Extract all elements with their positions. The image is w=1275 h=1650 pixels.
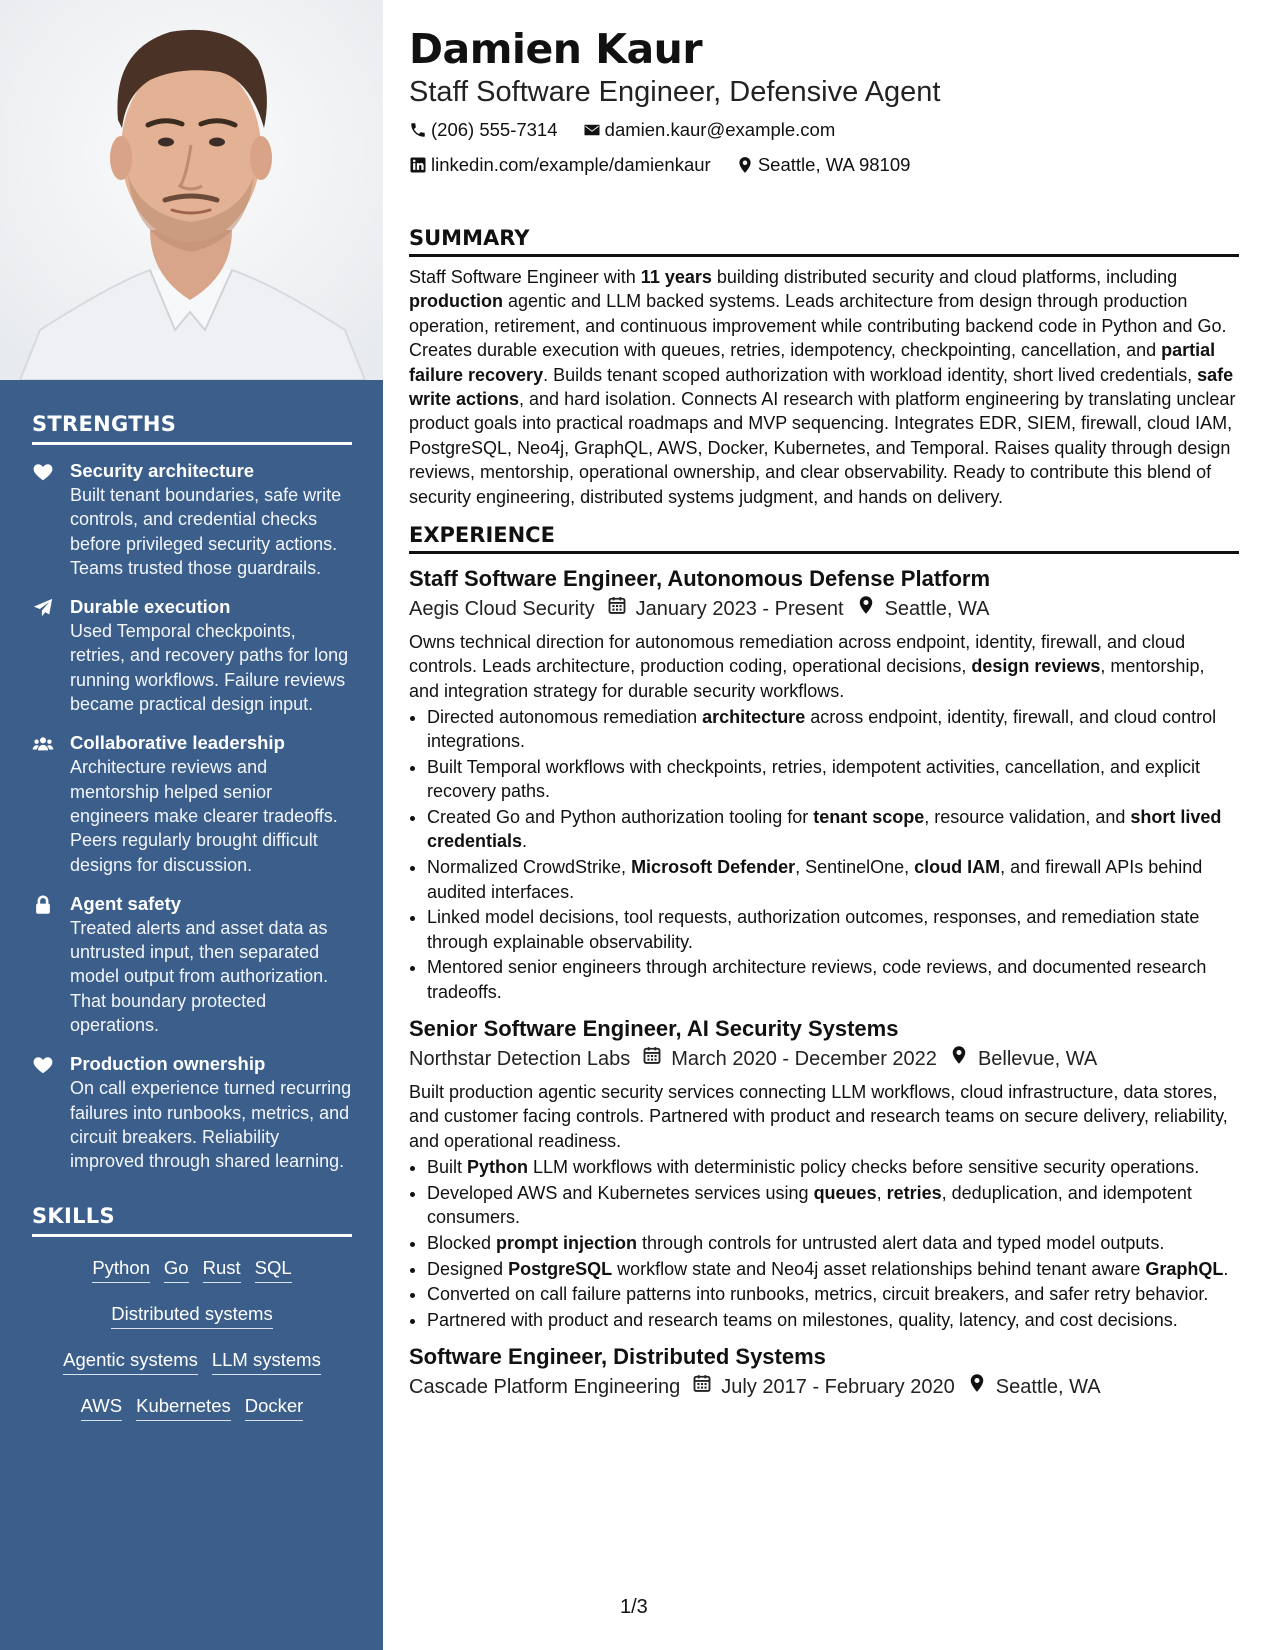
skill-row (32, 1347, 352, 1375)
skill-tag: LLM systems (212, 1347, 321, 1375)
bold-text: partial failure recovery (409, 340, 1216, 385)
strength-title: Collaborative leadership (70, 732, 285, 754)
text-segment: Built Temporal workflows with checkpoints, retries, idempotent activities, cancellation, and explicit recovery paths. (427, 757, 1201, 802)
text-segment: Developed AWS and Kubernetes services using (427, 1182, 814, 1203)
summary-heading: SUMMARY (409, 226, 1239, 257)
text-segment: . (522, 831, 528, 852)
bold-text: queues (813, 1182, 877, 1203)
sidebar (0, 0, 383, 1650)
bullet-item (427, 1308, 1239, 1332)
contact-phone (409, 114, 558, 146)
bullet-item (427, 705, 1239, 754)
job-entry (409, 1342, 1239, 1402)
strength-description: Built tenant boundaries, safe write controls, and credential checks before privileged security actions. Teams trusted those guardrails. (70, 485, 342, 578)
job-entry (409, 1014, 1239, 1332)
summary-text (409, 265, 1239, 509)
text-segment: building distributed security and cloud platforms, including (711, 267, 1178, 287)
text-segment: Blocked (427, 1232, 497, 1253)
strengths-list (32, 459, 352, 1174)
bold-text: production (409, 291, 503, 312)
bullet-item (427, 805, 1239, 854)
text-segment: LLM workflows with deterministic policy checks before sensitive security operations. (528, 1156, 1200, 1177)
bullet-item (427, 1181, 1239, 1230)
linkedin-text: linkedin.com/example/damienkaur (431, 154, 711, 175)
bold-text: tenant scope (813, 807, 925, 828)
skill-tag: Python (92, 1255, 150, 1283)
skills-heading: SKILLS (32, 1204, 352, 1237)
text-segment: agentic and LLM backed systems. Leads architecture from design through production operation, retirement, and continuous improvement while contributing backend code in Python and Go. Creates durable execution with queues, retries, idempotency, checkpointing, cancellation, and (409, 291, 1227, 361)
text-segment: Partnered with product and research teams on milestones, quality, latency, and cost decisions. (427, 1310, 1178, 1331)
job-company (409, 594, 595, 624)
text-segment: , and hard isolation. Connects AI research with platform engineering by translating unclear product goals into practical roadmaps and MVP sequencing. Integrates EDR, SIEM, firewall, cloud IAM, PostgreSQL, Neo4j, GraphQL, AWS, Docker, Kubernetes, and Temporal. Raises quality through design reviews, mentorship, operational ownership, and clear observability. Ready to contribute this blend of security engineering, distributed systems judgment, and hands on delivery. (409, 389, 1236, 507)
strengths-heading: STRENGTHS (32, 412, 352, 445)
strength-title: Security architecture (70, 460, 255, 481)
phone-icon (409, 121, 427, 139)
job-location (856, 594, 990, 624)
text-segment: , (876, 1182, 887, 1203)
profile-photo (0, 0, 383, 380)
skill-row (32, 1393, 352, 1421)
bold-text: prompt injection (496, 1232, 638, 1253)
text-segment: Directed autonomous remediation (427, 706, 703, 727)
job-description (409, 630, 1239, 703)
calendar-icon (692, 1372, 721, 1402)
job-company (409, 1044, 630, 1074)
skill-row (32, 1255, 352, 1283)
strength-title: Production ownership (70, 1053, 266, 1075)
bullet-item (427, 955, 1239, 1004)
text-segment: Staff Software Engineer with (409, 267, 641, 287)
contact-info (409, 114, 1239, 184)
strength-title: Durable execution (70, 596, 231, 618)
bullet-item (427, 755, 1239, 804)
company-text: Northstar Detection Labs (409, 1048, 631, 1071)
text-segment: workflow state and Neo4j asset relationships behind tenant aware (612, 1258, 1146, 1279)
job-meta (409, 1044, 1239, 1074)
strength-item (32, 892, 352, 1037)
text-segment: . Builds tenant scoped authorization with workload identity, short lived credentials, (543, 364, 1198, 385)
bullet-item (427, 1155, 1239, 1179)
map-pin-icon (949, 1044, 978, 1074)
bold-text: PostgreSQL (508, 1258, 613, 1279)
job-title: Staff Software Engineer, Autonomous Defense Platform (409, 566, 991, 592)
bold-text: GraphQL (1145, 1258, 1224, 1279)
map-pin-icon (967, 1372, 996, 1402)
dates-text: July 2017 - February 2020 (721, 1376, 955, 1399)
strength-description: Used Temporal checkpoints, retries, and recovery paths for long running workflows. Failure reviews became practical design input. (70, 621, 349, 715)
bold-text: retries (886, 1182, 942, 1203)
job-dates (642, 1044, 937, 1074)
text-segment: across endpoint, identity, firewall, and cloud control integrations. (427, 706, 1217, 752)
location-text: Seattle, WA (884, 598, 990, 621)
linkedin-icon (409, 156, 427, 174)
skill-tag: Kubernetes (136, 1393, 231, 1421)
text-segment: Created Go and Python authorization tooling for (427, 807, 814, 828)
candidate-title: Staff Software Engineer, Defensive Agent (409, 76, 941, 108)
strength-description: Treated alerts and asset data as untrusted input, then separated model output from authorization. That boundary protected operations. (70, 917, 329, 1036)
job-title: Software Engineer, Distributed Systems (409, 1344, 826, 1370)
bullet-item (427, 1231, 1239, 1255)
job-bullets (409, 1155, 1239, 1333)
company-text: Cascade Platform Engineering (409, 1376, 681, 1399)
calendar-icon (607, 594, 636, 624)
bold-text: architecture (702, 706, 806, 727)
job-company (409, 1372, 680, 1402)
skill-tag: Go (164, 1255, 189, 1283)
map-pin-icon (856, 594, 885, 624)
skill-tag: SQL (255, 1255, 292, 1283)
text-segment: Mentored senior engineers through architecture reviews, code reviews, and documented research tradeoffs. (427, 957, 1207, 1002)
job-entry (409, 564, 1239, 1004)
strength-item (32, 1052, 352, 1173)
company-text: Aegis Cloud Security (409, 598, 595, 621)
skill-tag: AWS (81, 1393, 122, 1421)
text-segment: Built production agentic security services connecting LLM workflows, cloud infrastructure, data stores, and customer facing controls. Partnered with product and research teams on secure delivery, reliability, and operational readiness. (409, 1082, 1228, 1151)
job-meta (409, 594, 1239, 624)
bold-text: Python (467, 1156, 529, 1177)
strength-description: On call experience turned recurring failures into runbooks, metrics, and circuit breakers. Reliability improved through shared learning. (70, 1078, 352, 1172)
text-segment: , deduplication, and idempotent consumers. (427, 1182, 1192, 1227)
text-segment: through controls for untrusted alert data and typed model outputs. (637, 1232, 1165, 1253)
strength-title: Agent safety (70, 892, 182, 914)
bold-text: cloud IAM (914, 857, 1001, 878)
bold-text: 11 years (640, 267, 712, 287)
text-segment: Normalized CrowdStrike, (427, 857, 632, 878)
bullet-item (427, 1257, 1239, 1281)
experience-list (409, 564, 1239, 1402)
bullet-item (427, 1282, 1239, 1306)
job-location (967, 1372, 1101, 1402)
location-text: Bellevue, WA (977, 1048, 1098, 1071)
job-title: Senior Software Engineer, AI Security Systems (409, 1016, 899, 1042)
contact-linkedin[interactable] (409, 149, 711, 181)
envelope-icon (583, 121, 601, 139)
text-segment: , and firewall APIs behind audited interfaces. (427, 857, 1203, 902)
job-meta (409, 1372, 1239, 1402)
job-dates (692, 1372, 954, 1402)
bullet-item (427, 855, 1239, 904)
strength-item (32, 595, 352, 716)
calendar-icon (642, 1044, 671, 1074)
text-segment: Built (427, 1156, 468, 1177)
skill-row (32, 1301, 352, 1329)
location-text: Seattle, WA (995, 1376, 1101, 1399)
bold-text: design reviews (971, 656, 1101, 677)
text-segment: Converted on call failure patterns into runbooks, metrics, circuit breakers, and safer retry behavior. (427, 1284, 1209, 1305)
map-pin-icon (736, 156, 754, 174)
text-segment: Designed (427, 1258, 509, 1279)
contact-email[interactable] (583, 114, 836, 146)
job-bullets (409, 705, 1239, 1004)
skill-tag: Agentic systems (63, 1347, 198, 1375)
strength-item (32, 731, 352, 876)
email-text: damien.kaur@example.com (604, 119, 836, 140)
strength-item (32, 459, 352, 580)
candidate-name: Damien Kaur (409, 25, 703, 73)
skill-tag: Rust (203, 1255, 241, 1283)
text-segment: . (1223, 1258, 1229, 1279)
skill-tag: Docker (245, 1393, 304, 1421)
main-content (409, 24, 1239, 1402)
bold-text: Microsoft Defender (631, 857, 796, 878)
page-number: 1/3 (620, 1596, 648, 1618)
contact-location (736, 149, 911, 181)
location-text: Seattle, WA 98109 (757, 154, 911, 175)
job-location (949, 1044, 1097, 1074)
experience-heading: EXPERIENCE (409, 523, 1239, 554)
skills-list (32, 1251, 352, 1421)
dates-text: January 2023 - Present (635, 598, 844, 621)
bullet-item (427, 905, 1239, 954)
bold-text: short lived credentials (427, 807, 1222, 852)
phone-text: (206) 555-7314 (431, 119, 558, 140)
job-description (409, 1080, 1239, 1153)
text-segment: , mentorship, and integration strategy for durable security workflows. (409, 656, 1205, 701)
skill-tag: Distributed systems (111, 1301, 272, 1329)
text-segment: , SentinelOne, (795, 857, 915, 878)
strength-description: Architecture reviews and mentorship helped senior engineers make clearer tradeoffs. Peers regularly brought difficult designs for discussion. (70, 757, 338, 875)
text-segment: Owns technical direction for autonomous remediation across endpoint, identity, firewall, and cloud controls. Leads architecture, production coding, operational decisions, (409, 632, 1186, 677)
dates-text: March 2020 - December 2022 (671, 1048, 937, 1071)
job-dates (607, 594, 844, 624)
text-segment: , resource validation, and (924, 807, 1131, 828)
text-segment: Linked model decisions, tool requests, authorization outcomes, responses, and remediation state through explainable observability. (427, 907, 1200, 952)
bold-text: safe write actions (409, 364, 1234, 410)
